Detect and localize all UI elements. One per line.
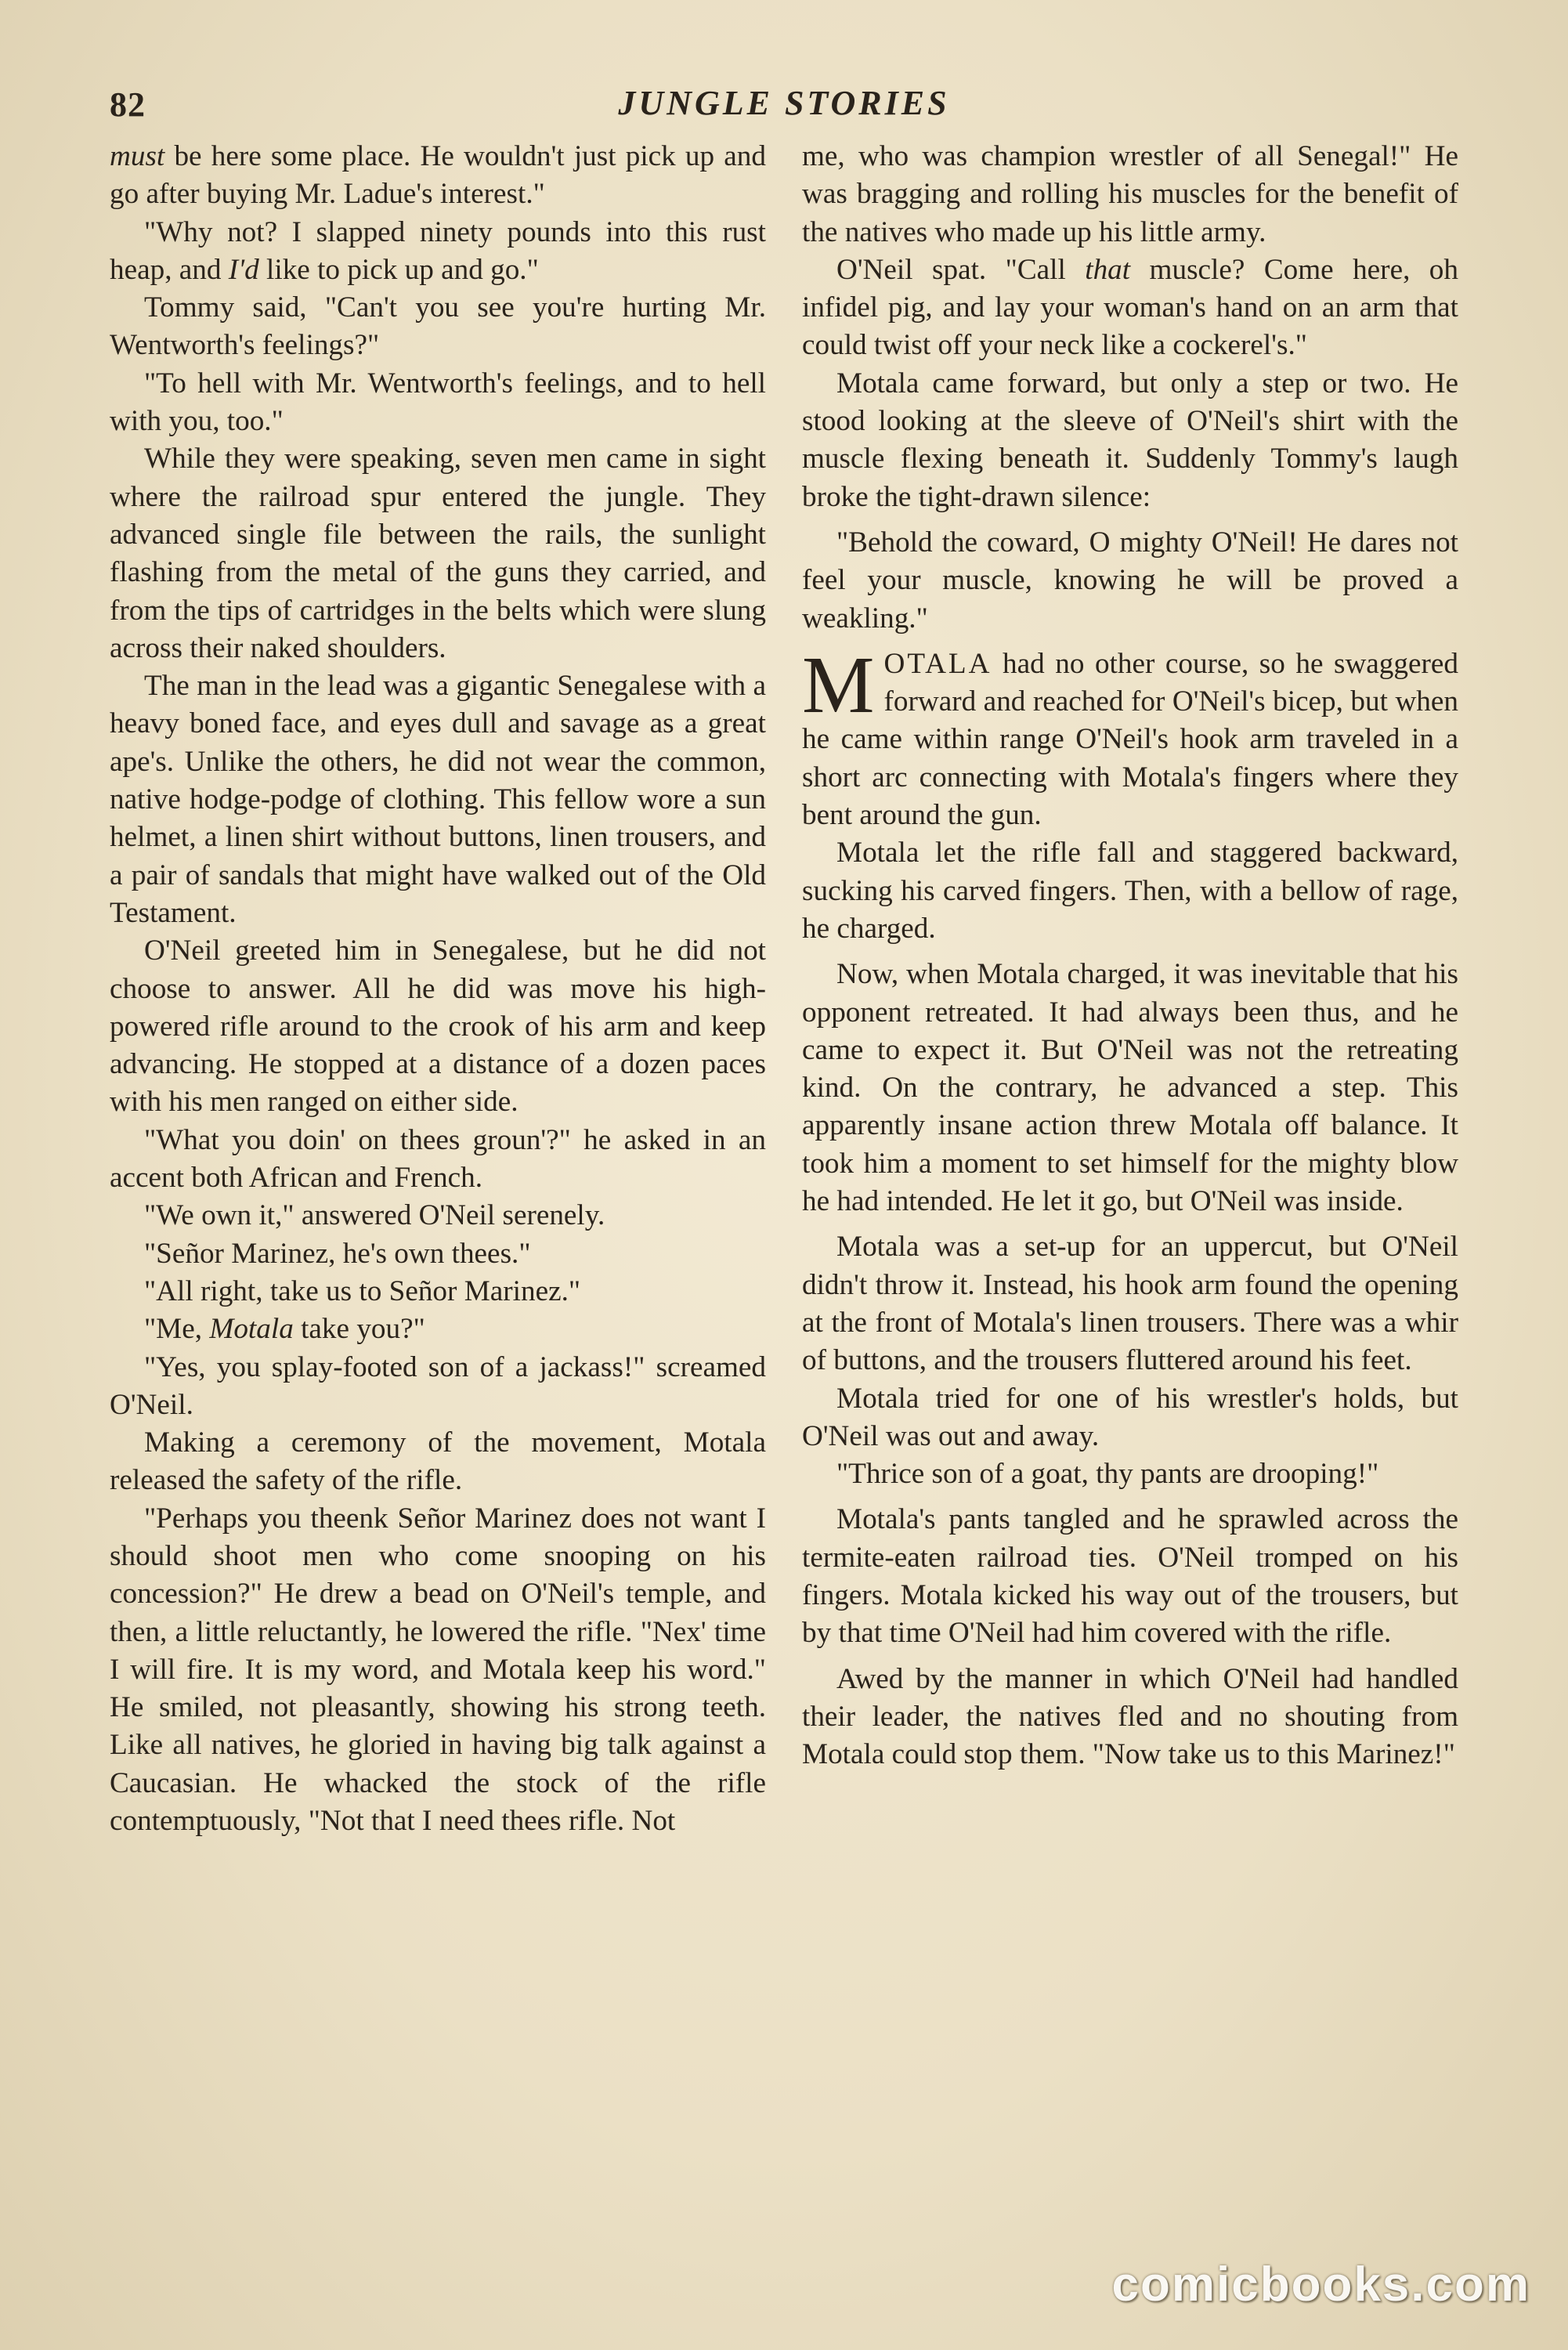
paragraph: While they were speaking, seven men came in sight where the railroad spur entered the jungle. They advanced single file between the rails, the sunlight flashing from the metal of the guns they carried, and from the tips of cartridges in the belts which were slung across their naked shoulders. <box>110 443 766 664</box>
paragraph: The man in the lead was a gigantic Senegalese with a heavy boned face, and eyes dull and savage as a great ape's. Unlike the others, he did not wear the common, native hodge-podge of clothing. This fellow wore a sun helmet, a linen shirt without buttons, linen trousers, and a pair of sandals that might have walked out of the Old Testament. <box>110 670 766 929</box>
paragraph-text: like to pick up and go." <box>258 253 539 286</box>
paragraph: Tommy said, "Can't you see you're hurting Mr. Wentworth's feelings?" <box>110 291 766 362</box>
paragraph: Now, when Motala charged, it was inevitable that his opponent retreated. It had always been thus, and he came to expect it. But O'Neil was not the retreating kind. On the contrary, he advanced a step. This apparently insane action threw Motala off balance. It took him a moment to set himself for the mighty blow he had intended. He let it go, but O'Neil was inside. <box>802 958 1458 1218</box>
paragraph: Motala let the rifle fall and staggered backward, sucking his carved fingers. Then, with a bellow of rage, he charged. <box>802 837 1458 945</box>
paragraph-text: O'Neil spat. "Call <box>836 253 1086 286</box>
page-number: 82 <box>110 85 146 124</box>
paragraph-text: be here some place. He wouldn't just pick up and go after buying Mr. Ladue's interest." <box>110 140 766 211</box>
paragraph: "Thrice son of a goat, thy pants are drooping!" <box>836 1458 1379 1491</box>
paragraph: "Behold the coward, O mighty O'Neil! He dares not feel your muscle, knowing he will be proved a weakling." <box>802 526 1458 634</box>
paragraph: "All right, take us to Señor Marinez." <box>144 1274 581 1307</box>
paragraph <box>110 138 766 214</box>
paragraph-text: take you?" <box>293 1313 425 1346</box>
site-watermark: comicbooks.com <box>1111 2258 1530 2312</box>
paragraph: Motala's pants tangled and he sprawled across the termite-eaten railroad ties. O'Neil tromped on his fingers. Motala kicked his way out of the trousers, but by that time O'Neil had him covered with the rifle. <box>802 1503 1458 1650</box>
paragraph: me, who was champion wrestler of all Senegal!" He was bragging and rolling his muscles for the benefit of the natives who made up his little army. <box>802 140 1458 248</box>
paragraph: "Yes, you splay-footed son of a jackass!" screamed O'Neil. <box>110 1350 766 1421</box>
paragraph <box>110 1311 766 1348</box>
paragraph: "Perhaps you theenk Señor Marinez does not want I should shoot men who come snooping on his concession?" He drew a bead on O'Neil's temple, and then, a little reluctantly, he lowered the rifle. "Nex' time I will fire. It is my word, and Motala keep his word." He smiled, not pleasantly, showing his strong teeth. Like all natives, he gloried in having big talk against a Caucasian. He whacked the stock of the rifle contemptuously, "Not that I need thees rifle. Not <box>110 1502 766 1838</box>
paragraph-text: "Why not? I slapped ninety pounds into this rust heap, and <box>110 215 766 286</box>
paragraph: Motala was a set-up for an uppercut, but O'Neil didn't throw it. Instead, his hook arm found the opening at the front of Motala's linen trousers. There was a whir of buttons, and the trousers fluttered around his feet. <box>802 1231 1458 1377</box>
paragraph-text: "Me, <box>144 1313 210 1346</box>
left-column <box>110 138 766 1840</box>
paragraph: Awed by the manner in which O'Neil had handled their leader, the natives fled and no shouting from Motala could stop them. "Now take us to this Marinez!" <box>802 1662 1458 1771</box>
paragraph <box>802 251 1458 365</box>
paragraph: Motala came forward, but only a step or two. He stood looking at the sleeve of O'Neil's shirt with the muscle flexing beneath it. Suddenly Tommy's laugh broke the tight-drawn silence: <box>802 367 1458 513</box>
paragraph: "To hell with Mr. Wentworth's feelings, and to hell with you, too." <box>110 367 766 438</box>
emphasis: that <box>1085 253 1131 286</box>
section-opening-paragraph <box>802 639 1458 834</box>
paragraph <box>110 214 766 290</box>
drop-cap: M <box>802 639 875 730</box>
paragraph-text: had no other course, so he swaggered forward and reached for O'Neil's bicep, but when he came within range O'Neil's hook arm traveled in a short arc connecting with Motala's fingers where they bent around the gun. <box>802 647 1458 832</box>
paragraph: Motala tried for one of his wrestler's holds, but O'Neil was out and away. <box>802 1382 1458 1452</box>
paragraph-text: muscle? Come here, oh infidel pig, and lay your woman's hand on an arm that could twist off your neck like a cockerel's." <box>802 253 1458 362</box>
paragraph: "What you doin' on thees groun'?" he asked in an accent both African and French. <box>110 1123 766 1195</box>
running-title: JUNGLE STORIES <box>618 84 950 122</box>
right-column <box>802 138 1458 1773</box>
emphasis: must <box>110 140 165 172</box>
paragraph: Making a ceremony of the movement, Motala released the safety of the rifle. <box>110 1426 766 1497</box>
small-caps-lead: OTALA <box>883 647 992 680</box>
paragraph: "We own it," answered O'Neil serenely. <box>144 1199 605 1232</box>
emphasis: I'd <box>228 253 259 286</box>
emphasis: Motala <box>209 1313 294 1346</box>
paragraph: O'Neil greeted him in Senegalese, but he did not choose to answer. All he did was move his high-powered rifle around to the crook of his arm and keep advancing. He stopped at a distance of a dozen paces with his men ranged on either side. <box>110 935 766 1119</box>
paragraph: "Señor Marinez, he's own thees." <box>144 1237 531 1270</box>
